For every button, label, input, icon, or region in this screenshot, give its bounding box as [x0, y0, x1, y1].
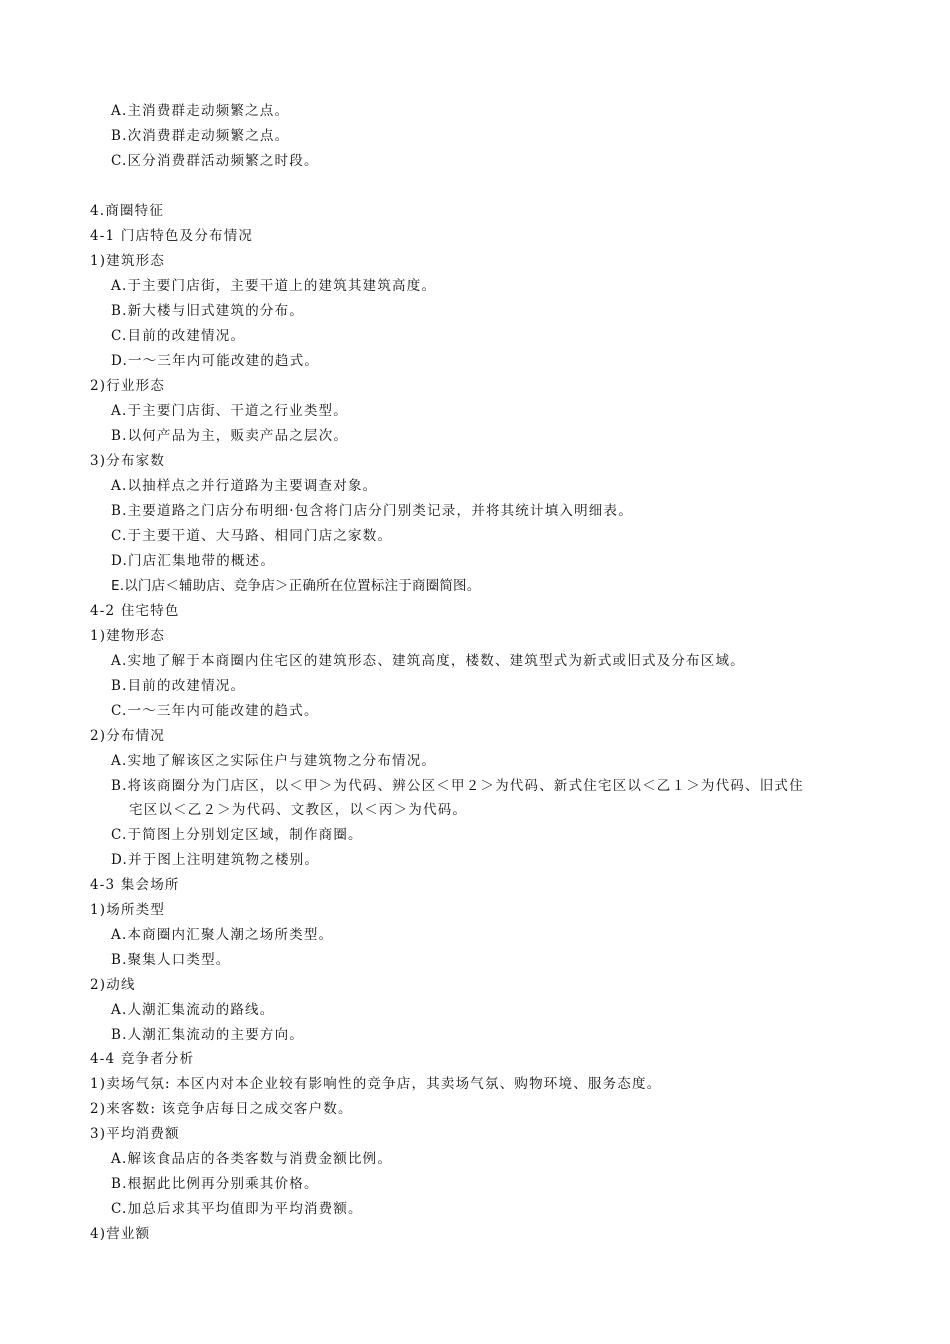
list-item: B.根据此比例再分别乘其价格。 [111, 1176, 319, 1192]
list-item: E.以门店＜辅助店、竞争店＞正确所在位置标注于商圈简图。 [111, 578, 481, 594]
list-item: A.本商圈内汇聚人潮之场所类型。 [111, 927, 334, 943]
paragraph-title: 1)建筑形态 [90, 253, 166, 269]
list-item: B.目前的改建情况。 [111, 678, 246, 694]
list-item: C.一～三年内可能改建的趋式。 [111, 703, 319, 719]
list-item: B.人潮汇集流动的主要方向。 [111, 1027, 305, 1043]
list-item: D.并于图上注明建筑物之楼别。 [111, 852, 320, 868]
list-item: D.一～三年内可能改建的趋式。 [111, 353, 320, 369]
section-heading: 4.商圈特征 [90, 203, 165, 219]
paragraph: 2)来客数: 该竞争店每日之成交客户数。 [90, 1101, 353, 1117]
list-item: A.主消费群走动频繁之点。 [111, 103, 290, 119]
list-item: B.将该商圈分为门店区，以＜甲＞为代码、辨公区＜甲２＞为代码、新式住宅区以＜乙１＞为代码、旧式住 [111, 778, 804, 794]
list-item: A.于主要门店街，主要干道上的建筑其建筑高度。 [111, 278, 437, 294]
list-item: B.以何产品为主，贩卖产品之层次。 [111, 428, 349, 444]
paragraph-title: 3)平均消费额 [90, 1126, 180, 1142]
list-item: B.聚集人口类型。 [111, 952, 231, 968]
list-item: B.主要道路之门店分布明细·包含将门店分门别类记录，并将其统计填入明细表。 [111, 503, 633, 519]
list-item: B.次消费群走动频繁之点。 [111, 128, 290, 144]
subsection-title: 4-4 竞争者分析 [90, 1051, 195, 1067]
list-item: C.于主要干道、大马路、相同门店之家数。 [111, 528, 393, 544]
subsection-title: 4-2 住宅特色 [90, 603, 180, 619]
paragraph-title: 2)行业形态 [90, 378, 166, 394]
list-item: C.于简图上分别划定区域，制作商圈。 [111, 827, 363, 843]
paragraph-title: 4)营业额 [90, 1226, 151, 1242]
list-item: D.门店汇集地带的概述。 [111, 553, 276, 569]
list-item: A.实地了解该区之实际住户与建筑物之分布情况。 [111, 753, 437, 769]
list-item: A.人潮汇集流动的路线。 [111, 1002, 275, 1018]
list-item: A.于主要门店街、干道之行业类型。 [111, 403, 348, 419]
list-item: A.以抽样点之并行道路为主要调查对象。 [111, 478, 378, 494]
list-item: A.解该食品店的各类客数与消费金额比例。 [111, 1151, 393, 1167]
subsection-title: 4-3 集会场所 [90, 877, 180, 893]
list-item: B.新大楼与旧式建筑的分布。 [111, 303, 305, 319]
paragraph-title: 2)分布情况 [90, 728, 166, 744]
subsection-title: 4-1 门店特色及分布情况 [90, 228, 254, 244]
paragraph-title: 1)场所类型 [90, 902, 166, 918]
paragraph-title: 2)动线 [90, 977, 136, 993]
paragraph-title: 3)分布家数 [90, 453, 166, 469]
list-item: C.区分消费群活动频繁之时段。 [111, 153, 319, 169]
paragraph: 1)卖场气氛: 本区内对本企业较有影响性的竞争店，其卖场气氛、购物环境、服务态度。 [90, 1076, 662, 1092]
list-item: C.目前的改建情况。 [111, 328, 246, 344]
list-item: A.实地了解于本商圈内住宅区的建筑形态、建筑高度，楼数、建筑型式为新式或旧式及分布区域。 [111, 653, 745, 669]
list-item: C.加总后求其平均值即为平均消费额。 [111, 1201, 363, 1217]
paragraph-title: 1)建物形态 [90, 628, 166, 644]
list-item-continuation: 宅区以＜乙２＞为代码、文教区，以＜丙＞为代码。 [129, 802, 468, 818]
